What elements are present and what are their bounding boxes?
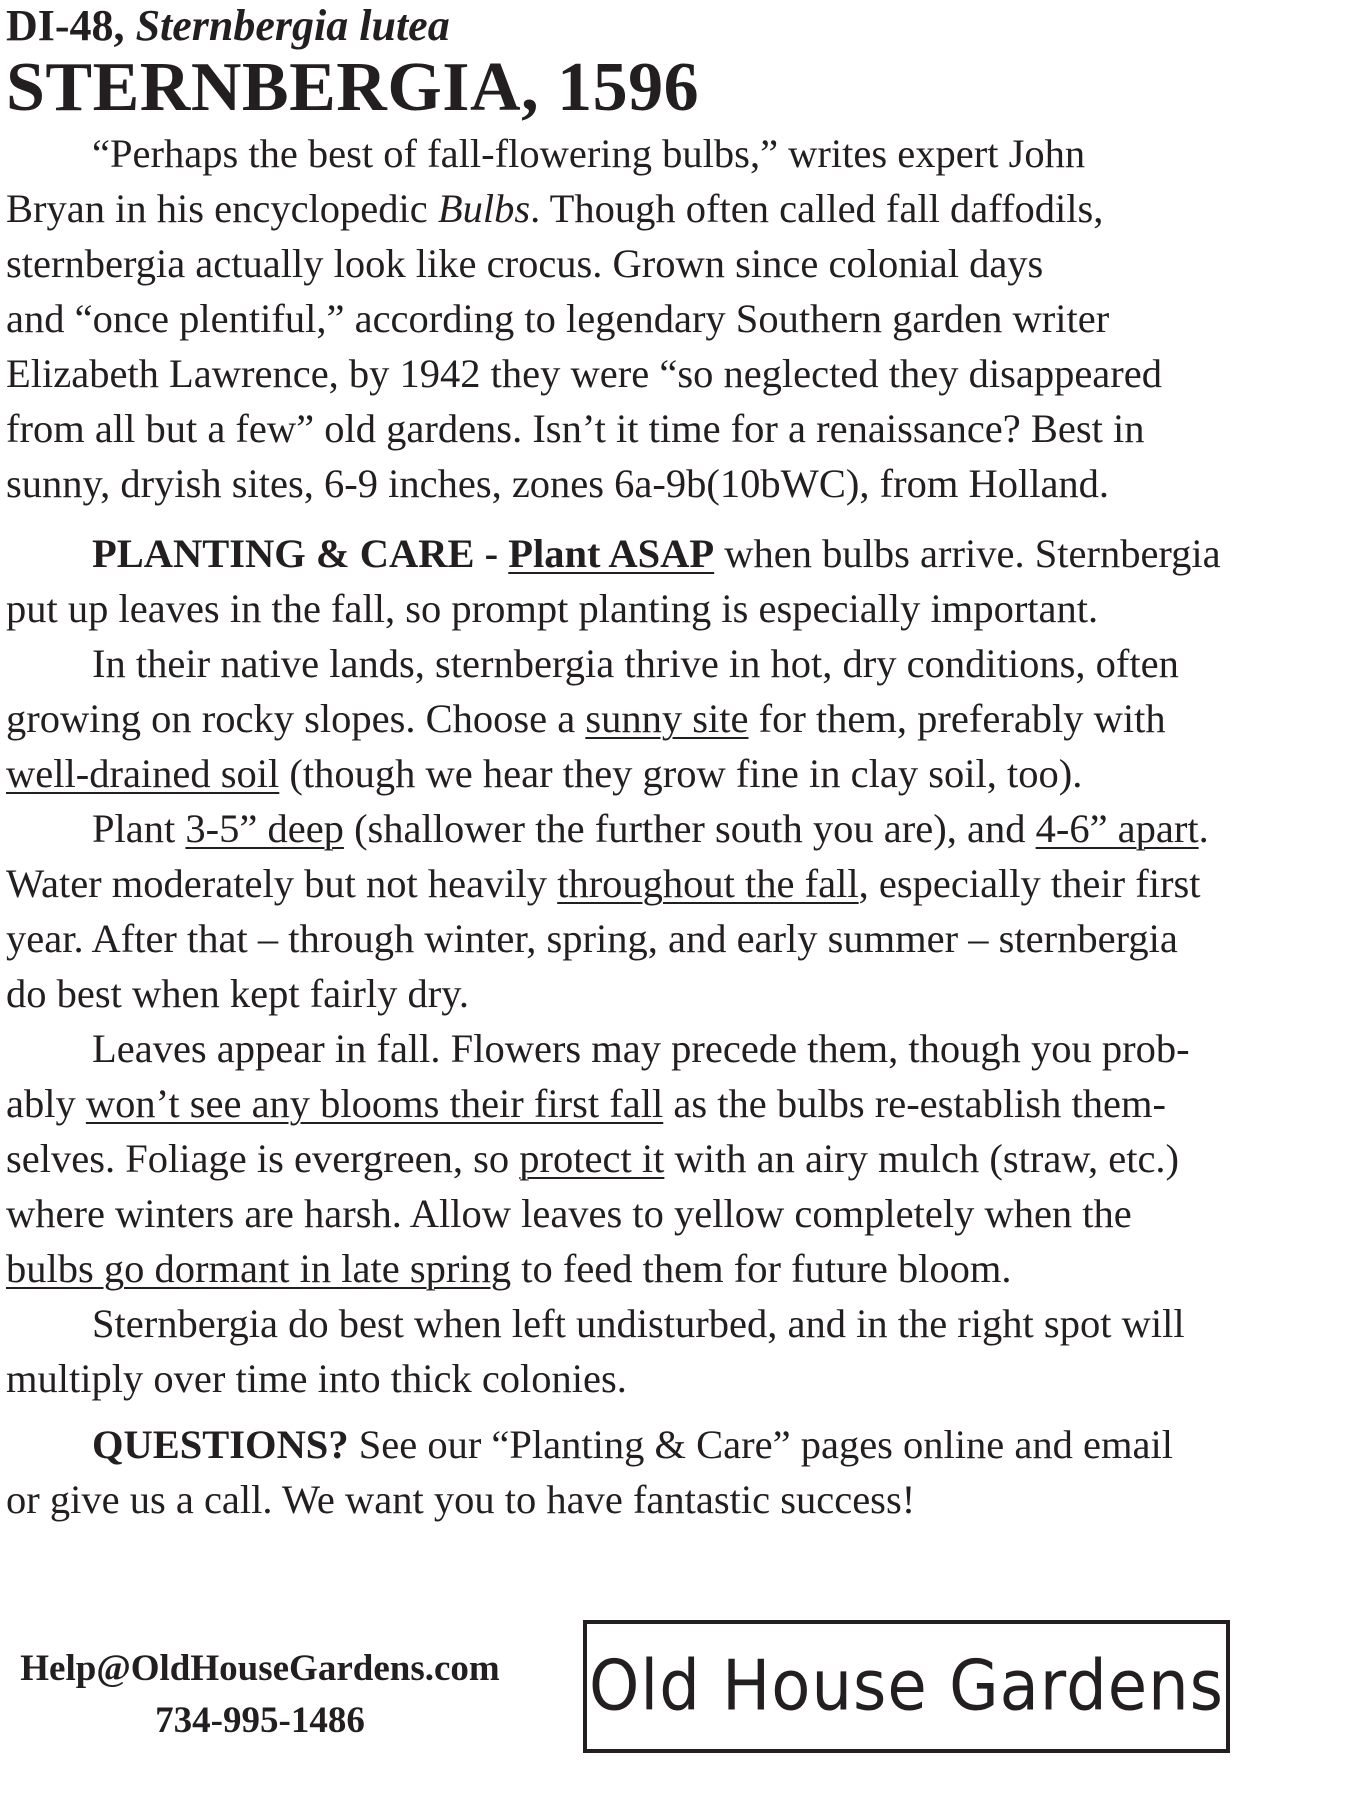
intro-line: and “once plentiful,” according to legendary Southern garden writer [6,296,1110,341]
planting-line: do best when kept fairly dry. [6,971,470,1016]
intro-line: Bryan in his encyclopedic Bulbs. Though often called fall daffodils, [6,186,1104,231]
planting-line: Plant 3-5” deep (shallower the further south you are), and 4-6” apart. [92,806,1209,851]
planting-heading: PLANTING & CARE - [92,531,509,576]
planting-line: In their native lands, sternbergia thrive in hot, dry conditions, often [92,641,1179,686]
intro-line: sternbergia actually look like crocus. Grown since colonial days [6,241,1044,286]
planting-line: growing on rocky slopes. Choose a sunny site for them, preferably with [6,696,1166,741]
intro-paragraph [6,126,1296,511]
contact-block [0,1643,520,1747]
planting-section [6,526,1296,1406]
planting-line: selves. Foliage is evergreen, so protect it with an airy mulch (straw, etc.) [6,1136,1180,1181]
product-code: DI-48, [6,1,125,50]
questions-line: QUESTIONS? See our “Planting & Care” pages online and email [92,1422,1173,1467]
intro-line: “Perhaps the best of fall-flowering bulbs,” writes expert John [92,131,1086,176]
questions-heading: QUESTIONS? [92,1422,349,1467]
planting-line: where winters are harsh. Allow leaves to yellow completely when the [6,1191,1132,1236]
planting-line: put up leaves in the fall, so prompt planting is especially important. [6,586,1099,631]
planting-line: multiply over time into thick colonies. [6,1356,627,1401]
planting-line: bulbs go dormant in late spring to feed them for future bloom. [6,1246,1012,1291]
intro-line: Elizabeth Lawrence, by 1942 they were “so neglected they disappeared [6,351,1162,396]
planting-line: PLANTING & CARE - Plant ASAP when bulbs arrive. Sternbergia [92,531,1221,576]
latin-name: Sternbergia lutea [135,1,450,50]
page-title: STERNBERGIA, 1596 [6,49,700,126]
contact-email[interactable]: Help@OldHouseGardens.com [20,1648,500,1689]
questions-line: or give us a call. We want you to have fantastic success! [6,1477,916,1522]
planting-line: Water moderately but not heavily throughout the fall, especially their first [6,861,1201,906]
book-title: Bulbs [437,186,531,231]
planting-line: Sternbergia do best when left undisturbed, and in the right spot will [92,1301,1185,1346]
planting-line: ably won’t see any blooms their first fall as the bulbs re-establish them- [6,1081,1166,1126]
planting-line: year. After that – through winter, spring, and early summer – sternbergia [6,916,1178,961]
planting-line: well-drained soil (though we hear they grow fine in clay soil, too). [6,751,1083,796]
intro-line: sunny, dryish sites, 6-9 inches, zones 6a-9b(10bWC), from Holland. [6,461,1110,506]
planting-line: Leaves appear in fall. Flowers may precede them, though you prob- [92,1026,1190,1071]
product-code-line [6,2,1296,50]
intro-line: from all but a few” old gardens. Isn’t it time for a renaissance? Best in [6,406,1145,451]
contact-phone[interactable]: 734-995-1486 [155,1700,365,1741]
plant-asap-emphasis: Plant ASAP [508,531,715,576]
questions-section [6,1417,1296,1527]
brand-logo: Old House Gardens [589,1646,1224,1727]
packet-text [6,2,1296,1527]
logo-box [583,1620,1230,1753]
